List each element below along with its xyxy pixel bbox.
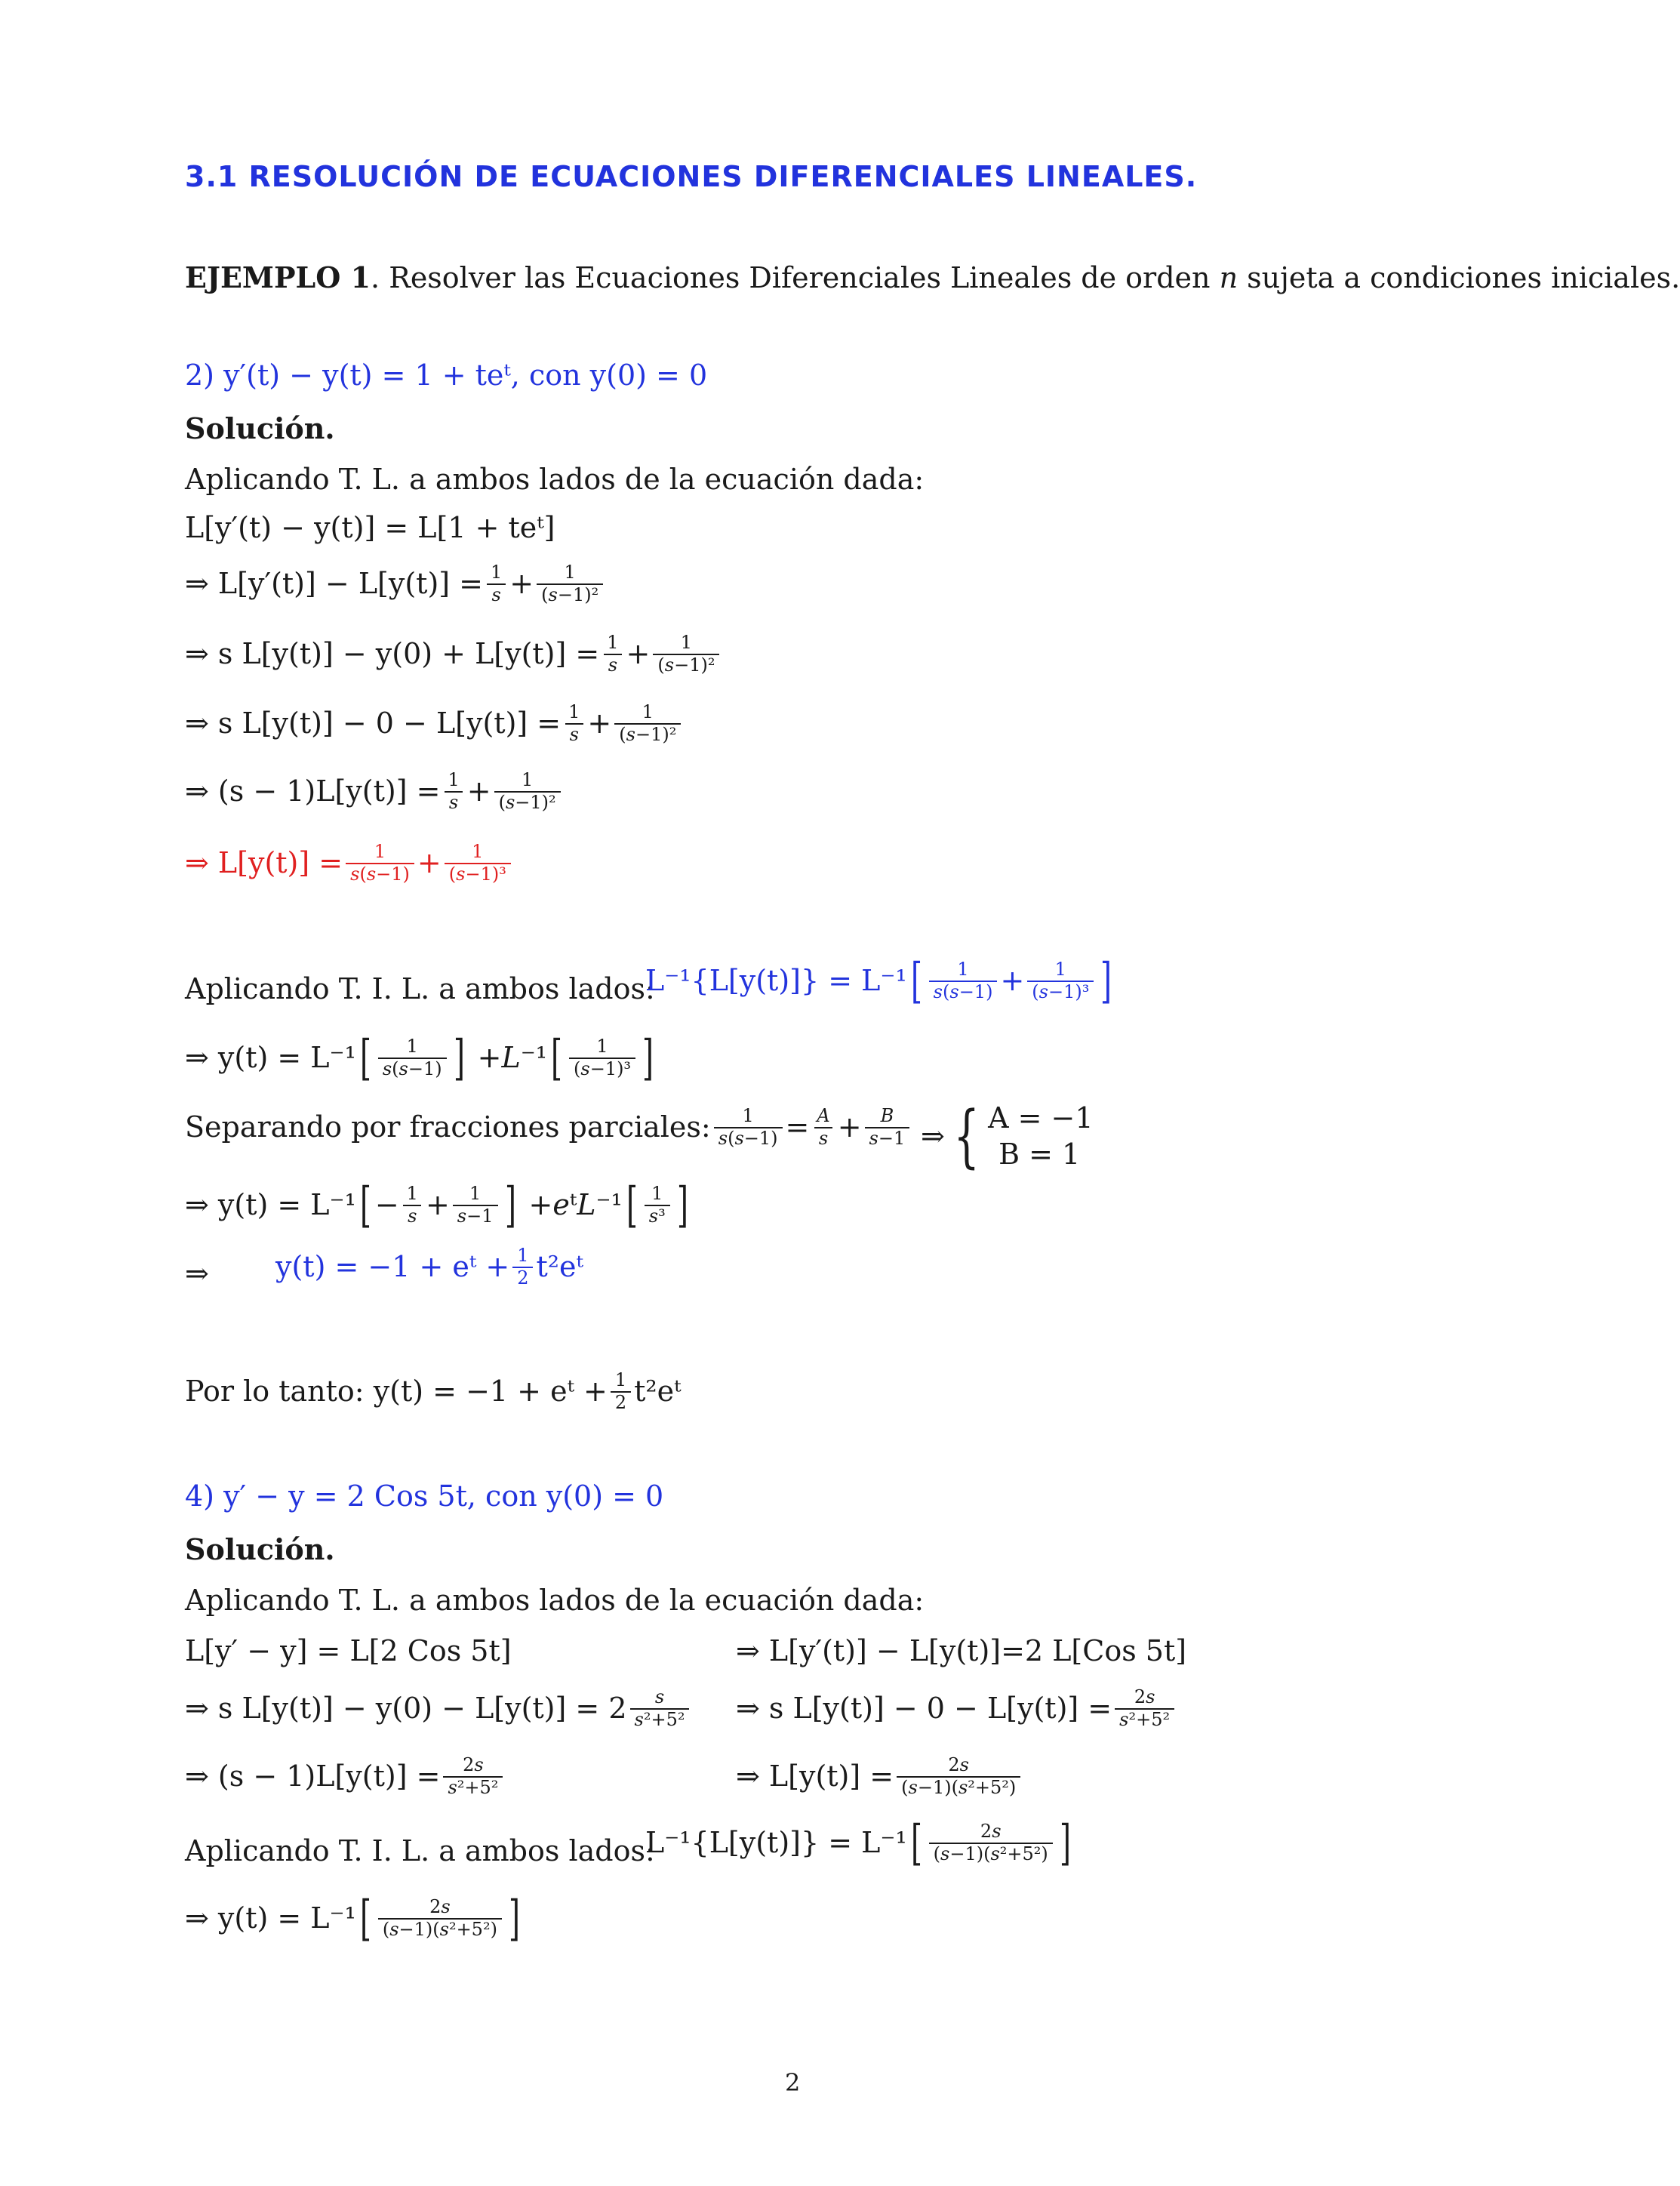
problem-4-line-2a: ⇒ s L[y(t)] − y(0) − L[y(t)] = 2 $\frac{s}{\text{s²+5²}}$ [185,1687,692,1730]
example-text: . Resolver las Ecuaciones Diferenciales Lineales de orden [371,261,1220,294]
section-title: 3.1 RESOLUCIÓN DE ECUACIONES DIFERENCIALES LINEALES. [185,160,1198,193]
eq-text: ⇒ s L[y(t)] − 0 − L[y(t)] = [736,1691,1112,1725]
problem-2-partial-fractions: Separando por fracciones parciales: $\frac{1}{s(s-1)}$ = $\frac{A}{s}$ + $\frac{B}{s-1}$ [185,1106,912,1149]
problem-2-conclusion: Por lo tanto: y(t) = −1 + eᵗ + $\frac{1}{2}$ t²eᵗ [185,1369,682,1413]
example-statement [185,260,1680,296]
eq-text: ⇒ y(t) = L⁻¹ [185,1041,356,1075]
problem-2-line-1: L[y′(t) − y(t)] = L[1 + teᵗ] [185,511,555,544]
problem-2-line-7: ⇒ y(t) = L⁻¹ [ $\frac{1}{s(s-1)}$ ] + L ⁻¹ [ $\frac{1}{\text{(s−1)³}}$ ] [185,1030,654,1086]
eq-text: y(t) = −1 + eᵗ + [275,1249,510,1283]
eq-text: ⇒ L[y′(t)] − L[y(t)] = [185,566,484,600]
problem-4-inverse-label: Aplicando T. I. L. a ambos lados: [185,1834,655,1867]
problem-2-line-4: ⇒ s L[y(t)] − 0 − L[y(t)] = $\frac{1}{s}$ + $\frac{1}{\text{(s−1)²}}$ [185,702,684,745]
problem-4-line-2b: ⇒ s L[y(t)] − 0 − L[y(t)] = $\frac{2s}{\text{s²+5²}}$ [736,1687,1177,1730]
problem-4-statement: 4) y′ − y = 2 Cos 5t, con y(0) = 0 [185,1479,664,1513]
eq-text: ⇒ (s − 1)L[y(t)] = [185,1759,441,1793]
problem-4-line-1a: L[y′ − y] = L[2 Cos 5t] [185,1634,512,1667]
problem-2-inverse-label: Aplicando T. I. L. a ambos lados: [185,972,655,1005]
problem-2-line-6-result: ⇒ L[y(t)] = $\frac{1}{s(s-1)}$ + $\frac{1}{\text{(s−1)³}}$ [185,842,514,885]
problem-2-intro: Aplicando T. L. a ambos lados de la ecuación dada: [185,463,925,496]
eq-text: ⇒ y(t) = L⁻¹ [185,1901,356,1935]
problem-2-line-8: ⇒ y(t) = L⁻¹ [ − $\frac{1}{s}$ + $\frac{1}{s-1}$ ] + e ᵗ L ⁻¹ [ $\frac{1}{\text{s³}}$ ] [185,1178,688,1233]
solution-label: Solución [185,411,325,445]
example-n: n [1219,261,1238,294]
eq-tail: t²eᵗ [536,1249,583,1283]
solution-label: Solución [185,1532,325,1566]
eq-text: ⇒ s L[y(t)] − 0 − L[y(t)] = [185,706,562,740]
conclusion-tail: t²eᵗ [634,1374,682,1408]
problem-4-line-1b: ⇒ L[y′(t)] − L[y(t)]=2 L[Cos 5t] [736,1634,1187,1667]
eq-text: ⇒ s L[y(t)] − y(0) + L[y(t)] = [185,636,600,670]
problem-4-intro: Aplicando T. L. a ambos lados de la ecuación dada: [185,1584,925,1617]
eq-text: L⁻¹{L[y(t)]} = L⁻¹ [645,964,907,998]
problem-2-line-9-arrow: ⇒ [185,1257,209,1290]
problem-4-line-3a: ⇒ (s − 1)L[y(t)] = $\frac{2s}{\text{s²+5²}}$ [185,1755,506,1798]
example-text-end: sujeta a condiciones iniciales. [1238,261,1680,294]
problem-2-solution-label: Solución. [185,411,335,445]
eq-text: L⁻¹{L[y(t)]} = L⁻¹ [645,1826,907,1860]
conclusion-text: Por lo tanto: y(t) = −1 + eᵗ + [185,1374,608,1408]
example-label: EJEMPLO 1 [185,260,371,294]
problem-4-inverse-equation: L⁻¹{L[y(t)]} = L⁻¹ [ $\frac{2s}{\text{(s−1)(s²+5²)}}$ ] [645,1815,1071,1871]
problem-4-line-3b: ⇒ L[y(t)] = $\frac{2s}{\text{(s−1)(s²+5²)}}$ [736,1755,1023,1798]
solution-A: A = −1 [988,1101,1094,1135]
partial-label: Separando por fracciones parciales: [185,1110,711,1144]
page-number: 2 [785,2068,801,2097]
solution-B: B = 1 [998,1137,1081,1171]
eq-text: ⇒ L[y(t)] = [736,1759,894,1793]
problem-2-inverse-equation: L⁻¹{L[y(t)]} = L⁻¹ [ $\frac{1}{s(s-1)}$ + $\frac{1}{\text{(s−1)³}}$ ] [645,953,1112,1009]
problem-2-line-3: ⇒ s L[y(t)] − y(0) + L[y(t)] = $\frac{1}{s}$ + $\frac{1}{\text{(s−1)²}}$ [185,633,722,676]
eq-text: ⇒ s L[y(t)] − y(0) − L[y(t)] = 2 [185,1691,627,1725]
problem-2-line-9: y(t) = −1 + eᵗ + $\frac{1}{2}$ t²eᵗ [275,1245,583,1289]
problem-2-statement: 2) y′(t) − y(t) = 1 + teᵗ, con y(0) = 0 [185,359,708,392]
eq-text: ⇒ y(t) = L⁻¹ [185,1188,356,1222]
eq-text: ⇒ (s − 1)L[y(t)] = [185,774,441,808]
problem-2-line-5: ⇒ (s − 1)L[y(t)] = $\frac{1}{s}$ + $\frac{1}{\text{(s−1)²}}$ [185,770,564,813]
problem-2-partial-solution: ⇒ { A = −1 B = 1 [921,1096,1094,1176]
eq-text: ⇒ L[y(t)] = [185,845,343,879]
problem-2-line-2: ⇒ L[y′(t)] − L[y(t)] = $\frac{1}{s}$ + $\frac{1}{\text{(s−1)²}}$ [185,562,606,605]
problem-4-solution-label: Solución. [185,1532,335,1566]
problem-4-line-4: ⇒ y(t) = L⁻¹ [ $\frac{2s}{\text{(s−1)(s²+5²)}}$ ] [185,1891,520,1947]
